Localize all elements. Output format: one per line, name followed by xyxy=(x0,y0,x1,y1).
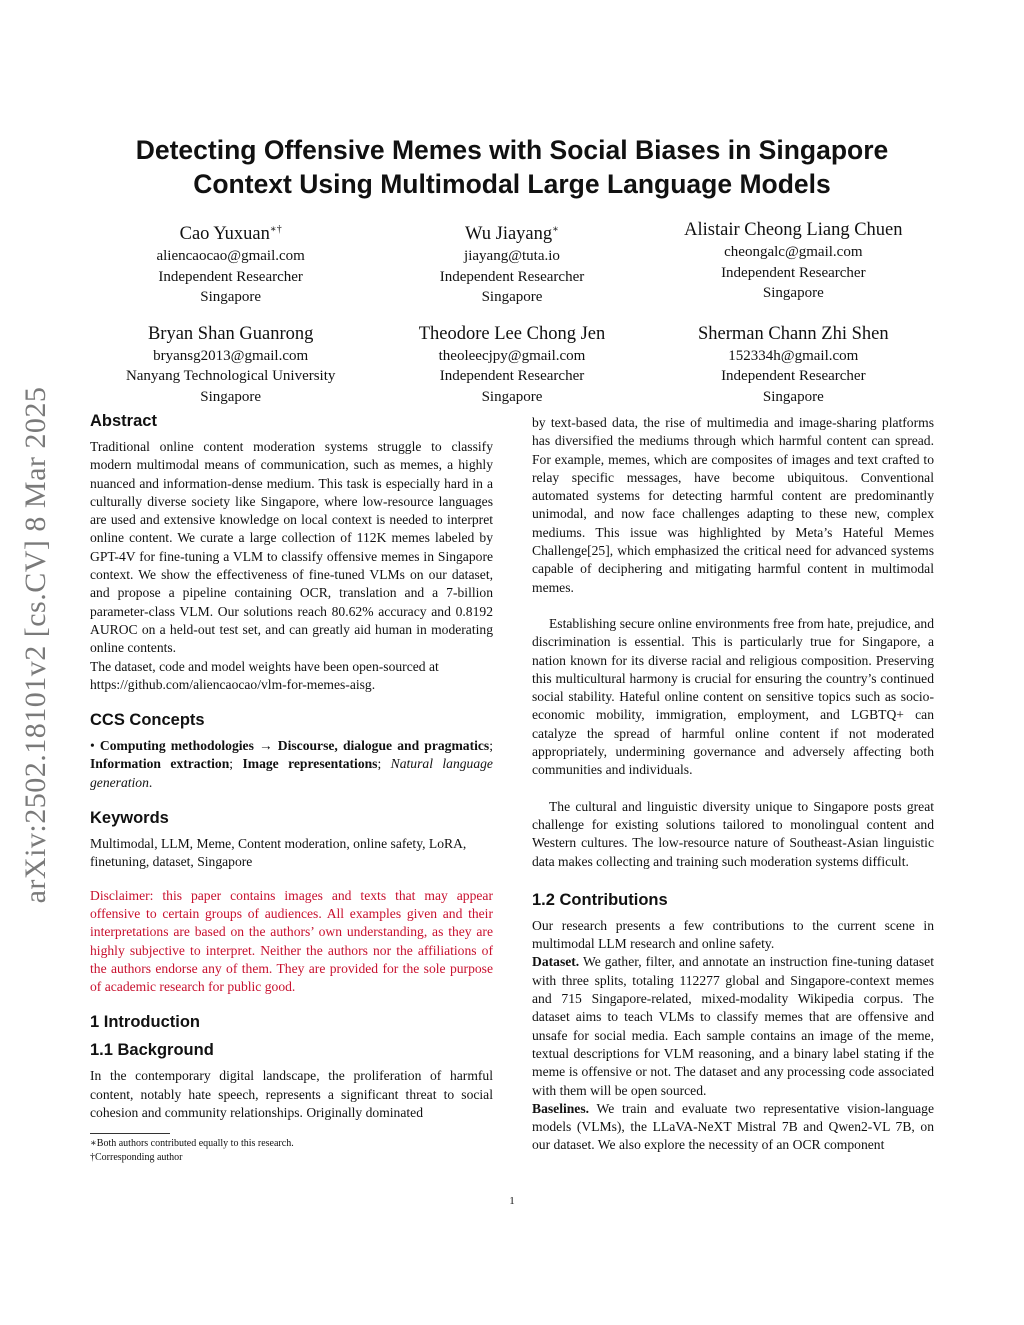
author-location: Singapore xyxy=(200,388,262,405)
contributions-subheading: 1.2 Contributions xyxy=(532,890,668,909)
abstract-availability: The dataset, code and model weights have been open-sourced at https://github.com/aliencaocao/vlm-for-memes-aisg. xyxy=(90,658,439,692)
background-paragraph-continued: by text-based data, the rise of multimedia and image-sharing platforms has diversified the mediums through which harmful content can spread. For example, memes, which are composites of images and text crafted to relay specific messages, have become ubiquitous. Conventional automated systems for detecting harmful content are predominantly unimodal, and now face challenges adapting to these new, complex mediums. This issue was highlighted by Meta’s Hateful Memes Challenge[25], which emphasized the critical need for advanced systems capable of deciphering and mitigating harmful content in multimodal memes. xyxy=(532,415,934,595)
arxiv-identifier-stamp: arXiv:2502.18101v2 [cs.CV] 8 Mar 2025 xyxy=(19,386,52,904)
author-location: Singapore xyxy=(481,289,543,306)
author-name: Sherman Chann Zhi Shen xyxy=(698,323,889,344)
author-email: theoleecjpy@gmail.com xyxy=(438,347,586,364)
author-card xyxy=(653,218,934,308)
author-card xyxy=(371,218,652,308)
author-name: Theodore Lee Chong Jen xyxy=(418,323,606,344)
author-email: 152334h@gmail.com xyxy=(728,347,859,364)
title-line-2: Context Using Multimodal Large Language Models xyxy=(193,169,831,199)
abstract-paragraph: Traditional online content moderation systems struggle to classify modern multimodal means of communication, such as memes, a highly nuanced and information-dense medium. This task is especially hard in a culturally diverse society like Singapore, where low-resource languages are used and extensive knowledge on local context is needed to interpret online content. We curate a large collection of 112K memes labeled by GPT-4V for fine-tuning a VLM to classify offensive memes in Singapore context. We show the effectiveness of fine-tuned VLMs on our dataset, and propose a pipeline containing OCR, translation and a 7-billion parameter-class VLM. Our solutions reach 80.62% accuracy and 0.8192 AUROC on a held-out test set, and can greatly aid human in moderating online contents. xyxy=(90,439,493,656)
author-affiliation: Independent Researcher xyxy=(439,368,585,385)
keywords-heading: Keywords xyxy=(90,809,169,828)
title-line-1: Detecting Offensive Memes with Social Biases in Singapore xyxy=(135,135,889,165)
page-number: 1 xyxy=(509,1195,515,1207)
dataset-contribution: Dataset. We gather, filter, and annotate an instruction fine-tuning dataset with three splits, totaling 112277 global and Singapore-context memes and 715 Singapore-related, mixed-modality Wikipedia corpus. The dataset aims to teach VLMs to classify memes that are offensive and unsafe for social media. Each sample contains an image of the meme, textual descriptions for VLM reasoning, and a binary label stating if the meme is offensive or not. The dataset and any processing code associated with them will be open sourced. xyxy=(532,954,934,1098)
author-affiliation: Nanyang Technological University xyxy=(125,368,336,385)
author-location: Singapore xyxy=(200,289,262,306)
author-card xyxy=(90,218,371,308)
footnote-rule xyxy=(90,1133,170,1134)
author-name: Wu Jiayang xyxy=(465,224,553,245)
left-column xyxy=(90,410,493,1122)
contributions-intro: Our research presents a few contributions to the current scene in multimodal LLM research and online safety. xyxy=(532,917,934,952)
author-location: Singapore xyxy=(762,285,824,301)
keywords-list: Multimodal, LLM, Meme, Content moderation, online safety, LoRA, finetuning, dataset, Singapore xyxy=(90,836,467,870)
author-location: Singapore xyxy=(481,388,543,405)
author-card xyxy=(653,322,934,408)
author-mark: ∗ xyxy=(552,224,559,235)
author-email: aliencaocao@gmail.com xyxy=(156,248,305,265)
background-paragraph-2: Establishing secure online environments free from hate, prejudice, and discrimination is essential. This is particularly true for Singapore, a nation known for its diverse racial and religious composition. Preserving this multicultural harmony is crucial for ensuring the country’s continued social stability. Hateful online content on sensitive topics such as socio-economic mobility, immigration, employment, and LGBTQ+ can catalyze the spread of harmful online content if not moderated appropriately, undermining governance and adversely affecting both communities and individuals. xyxy=(532,615,934,778)
ccs-concepts: • Computing methodologies → Discourse, dialogue and pragmatics; Information extraction; Image representations; Natural language generation. xyxy=(90,738,494,790)
author-name: Cao Yuxuan xyxy=(179,224,270,245)
author-email: bryansg2013@gmail.com xyxy=(153,347,309,364)
author-name: Alistair Cheong Liang Chuen xyxy=(684,220,903,240)
author-location: Singapore xyxy=(762,388,824,405)
author-row-1 xyxy=(90,218,934,308)
author-block xyxy=(90,218,934,421)
baselines-contribution: Baselines. We train and evaluate two representative vision-language models (VLMs), the LLaVA-NeXT Mistral 7B and Qwen2-VL 7B, on our dataset. We also explore the necessity of an OCR component xyxy=(532,1100,934,1153)
author-name: Bryan Shan Guanrong xyxy=(147,323,314,344)
author-email: cheongalc@gmail.com xyxy=(724,244,863,260)
author-card xyxy=(90,322,371,408)
paper-title xyxy=(90,133,934,201)
disclaimer-text: Disclaimer: this paper contains images and texts that may appear offensive to certain groups of audiences. All examples given and their interpretations are based on the authors’ own understanding, as they are highly subjective to interpret. Neither the authors nor the affiliations of the authors endorse any of them. They are provided for the sole purpose of academic research for public good. xyxy=(90,887,493,995)
right-column xyxy=(532,414,934,1155)
introduction-heading: 1 Introduction xyxy=(90,1013,200,1032)
ccs-heading: CCS Concepts xyxy=(90,711,205,730)
author-email: jiayang@tuta.io xyxy=(464,248,560,265)
author-affiliation: Independent Researcher xyxy=(158,268,303,285)
author-row-2 xyxy=(90,322,934,408)
background-paragraph-start: In the contemporary digital landscape, the proliferation of harmful content, notably hate speech, represents a significant threat to social cohesion and community relationships. Originally dominated xyxy=(90,1068,493,1121)
author-card xyxy=(371,322,652,408)
author-affiliation: Independent Researcher xyxy=(721,368,866,385)
author-affiliation: Independent Researcher xyxy=(439,268,585,285)
author-mark: ∗† xyxy=(269,224,282,235)
background-subheading: 1.1 Background xyxy=(90,1041,214,1060)
background-paragraph-3: The cultural and linguistic diversity unique to Singapore posts great challenge for existing solutions tailored to monolingual content and Western cultures. The low-resource nature of Southeast-Asian linguistic data makes collecting and training such moderation systems difficult. xyxy=(532,798,934,869)
footnote-equal-contribution: ∗Both authors contributed equally to this research. xyxy=(90,1138,294,1149)
author-affiliation: Independent Researcher xyxy=(721,264,866,281)
footnote-corresponding: †Corresponding author xyxy=(90,1152,183,1163)
abstract-heading: Abstract xyxy=(90,412,157,430)
footnotes xyxy=(90,1133,493,1165)
